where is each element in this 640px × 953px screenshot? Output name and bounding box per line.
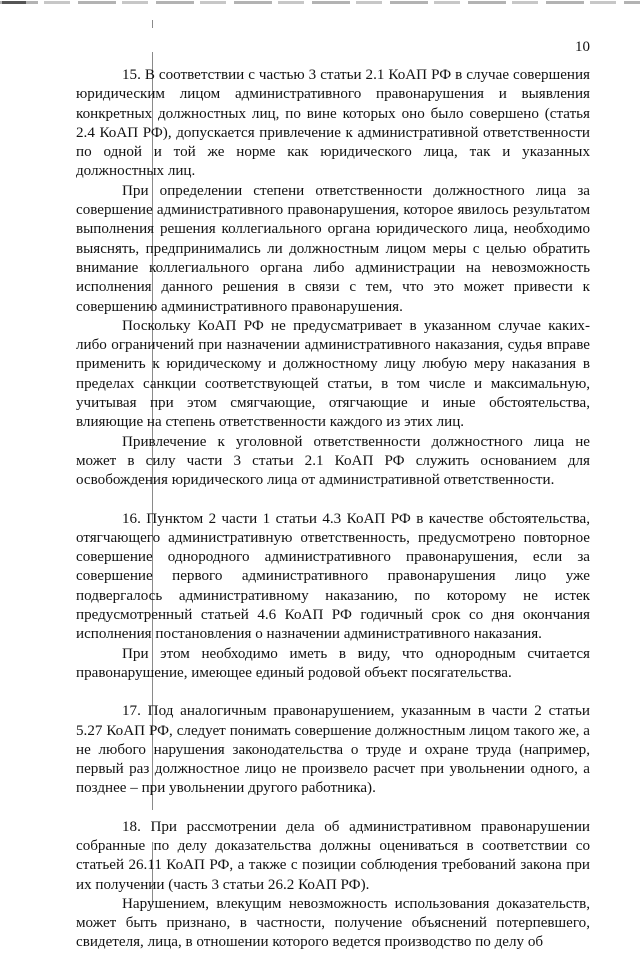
page-number: 10 — [575, 39, 590, 55]
paragraph: При определении степени ответственности должностного лица за совершение административного правонарушения, которое явилось результатом выполнения решения коллегиального органа юридического лица, необходимо выяснять, предпринимались ли должностным лицом меры с целью обратить внимание коллегиального органа либо администрации на невозможность исполнения данного решения в связи с тем, что это может привести к совершению административного правонарушения. — [76, 182, 590, 315]
section-spacer — [76, 799, 590, 818]
section-spacer — [76, 683, 590, 702]
clause-15 — [76, 66, 590, 491]
paragraph: 15. В соответствии с частью 3 статьи 2.1 КоАП РФ в случае совершения юридическим лицом административного правонарушения и выявления конкретных должностных лиц, по вине которых оно было совершено (статья 2.4 КоАП РФ), допускается привлечение к административной ответственности по одной и той же норме как юридического лица, так и указанных должностных лиц. — [76, 67, 590, 180]
scan-artifact-top-edge — [0, 1, 640, 4]
paragraph: 16. Пунктом 2 части 1 статьи 4.3 КоАП РФ в качестве обстоятельства, отягчающего административную ответственность, предусмотрено повторное совершение однородного административного правонарушения, если за совершение первого административного правонарушения лицо уже подвергалось административному наказанию, по которому не истек предусмотренный статьей 4.6 КоАП РФ годичный срок со дня окончания исполнения постановления о назначении административного наказания. — [76, 510, 590, 643]
paragraph: 18. При рассмотрении дела об административном правонарушении собранные по делу доказательства должны оцениваться в соответствии со статьей 26.11 КоАП РФ, а также с позиции соблюдения требований закона при их получении (часть 3 статьи 26.2 КоАП РФ). — [76, 818, 590, 893]
clause-17 — [76, 702, 590, 798]
clause-16 — [76, 510, 590, 684]
fold-line-segment — [152, 20, 153, 28]
paragraph: При этом необходимо иметь в виду, что однородным считается правонарушение, имеющее единый родовой объект посягательства. — [76, 645, 590, 681]
paragraph: Нарушением, влекущим невозможность использования доказательств, может быть признано, в частности, получение объяснений потерпевшего, свидетеля, лица, в отношении которого ведется производство по делу об — [76, 895, 590, 951]
paragraph: Привлечение к уголовной ответственности должностного лица не может в силу части 3 статьи 2.1 КоАП РФ служить основанием для освобождения юридического лица от административной ответственности. — [76, 433, 590, 489]
section-spacer — [76, 491, 590, 510]
scan-artifact-top-left — [2, 1, 26, 4]
clause-18 — [76, 818, 590, 953]
paragraph: 17. Под аналогичным правонарушением, указанным в части 2 статьи 5.27 КоАП РФ, следует понимать совершение должностным лицом такого же, а не любого нарушения законодательства о труде и охране труда (например, первый раз должностное лицо не произвело расчет при увольнении одного, а позднее – при увольнении другого работника). — [76, 703, 590, 797]
paragraph: Поскольку КоАП РФ не предусматривает в указанном случае каких-либо ограничений при назначении административного наказания, судья вправе применить к юридическому и должностному лицу любую меру наказания в пределах санкции соответствующей статьи, в том числе и максимальную, учитывая при этом смягчающие, отягчающие и иные обстоятельства, влияющие на степень ответственности каждого из этих лиц. — [76, 317, 590, 431]
document-body — [76, 66, 590, 953]
